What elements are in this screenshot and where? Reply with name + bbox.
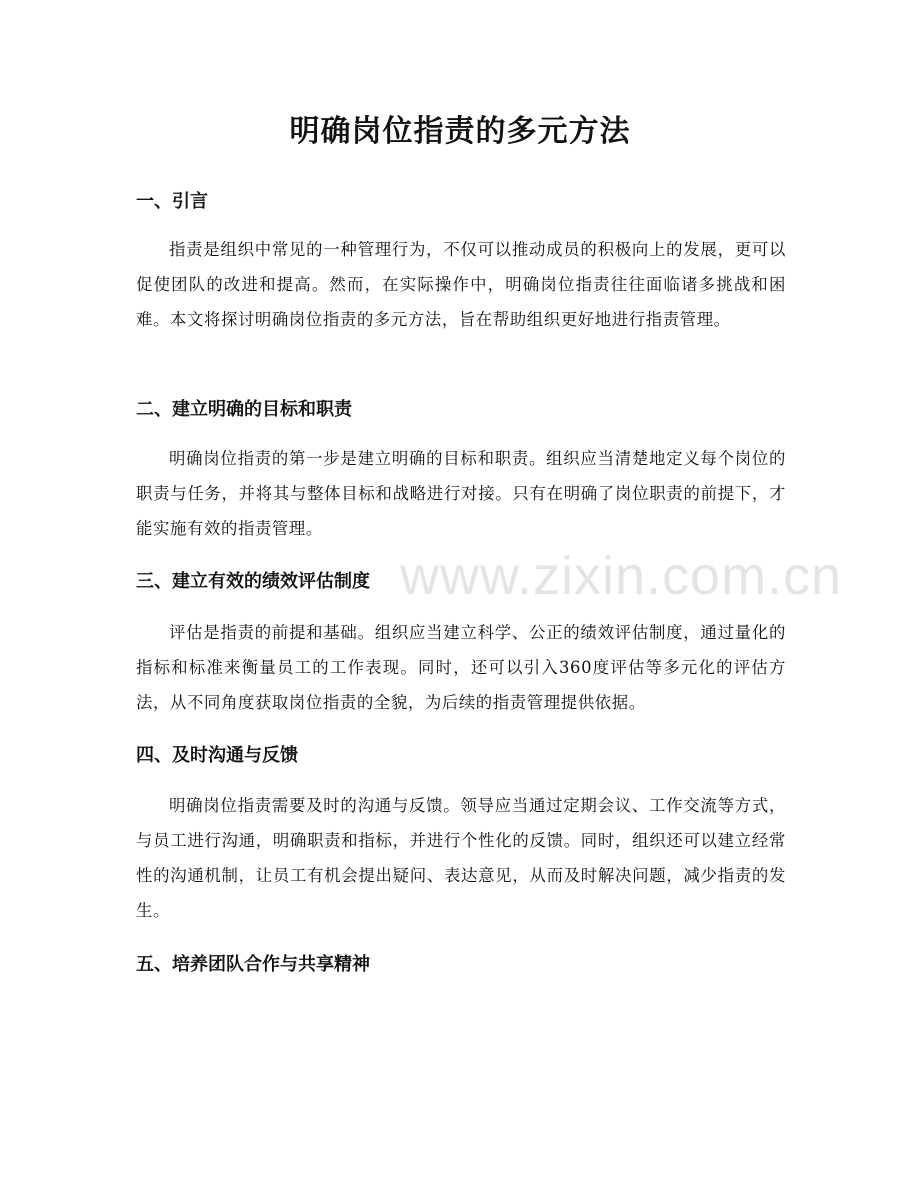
section-paragraph-goals-and-duties: 明确岗位指责的第一步是建立明确的目标和职责。组织应当清楚地定义每个岗位的职责与任务，并将其与整体目标和战略进行对接。只有在明确了岗位职责的前提下，才能实施有效的指责管理。 [136,449,786,538]
section-heading-goals-and-duties: 二、建立明确的目标和职责 [136,399,352,420]
section-paragraph-introduction: 指责是组织中常见的一种管理行为，不仅可以推动成员的积极向上的发展，更可以促使团队的改进和提高。然而，在实际操作中，明确岗位指责往往面临诸多挑战和困难。本文将探讨明确岗位指责的多元方法，旨在帮助组织更好地进行指责管理。 [136,240,786,329]
section-heading-introduction: 一、引言 [136,191,208,212]
document-title: 明确岗位指责的多元方法 [289,114,631,149]
section-heading-communication-feedback: 四、及时沟通与反馈 [136,745,298,766]
section-paragraph-communication-feedback: 明确岗位指责需要及时的沟通与反馈。领导应当通过定期会议、工作交流等方式，与员工进行沟通，明确职责和指标，并进行个性化的反馈。同时，组织还可以建立经常性的沟通机制，让员工有机会提出疑问、表达意见，从而及时解决问题，减少指责的发生。 [136,796,786,920]
section-heading-teamwork-sharing: 五、培养团队合作与共享精神 [136,954,370,975]
watermark-text: www.zixin.com.cn [400,546,843,606]
section-paragraph-performance-evaluation: 评估是指责的前提和基础。组织应当建立科学、公正的绩效评估制度，通过量化的指标和标准来衡量员工的工作表现。同时，还可以引入360度评估等多元化的评估方法，从不同角度获取岗位指责的全貌，为后续的指责管理提供依据。 [136,623,786,712]
section-heading-performance-evaluation: 三、建立有效的绩效评估制度 [136,571,370,592]
